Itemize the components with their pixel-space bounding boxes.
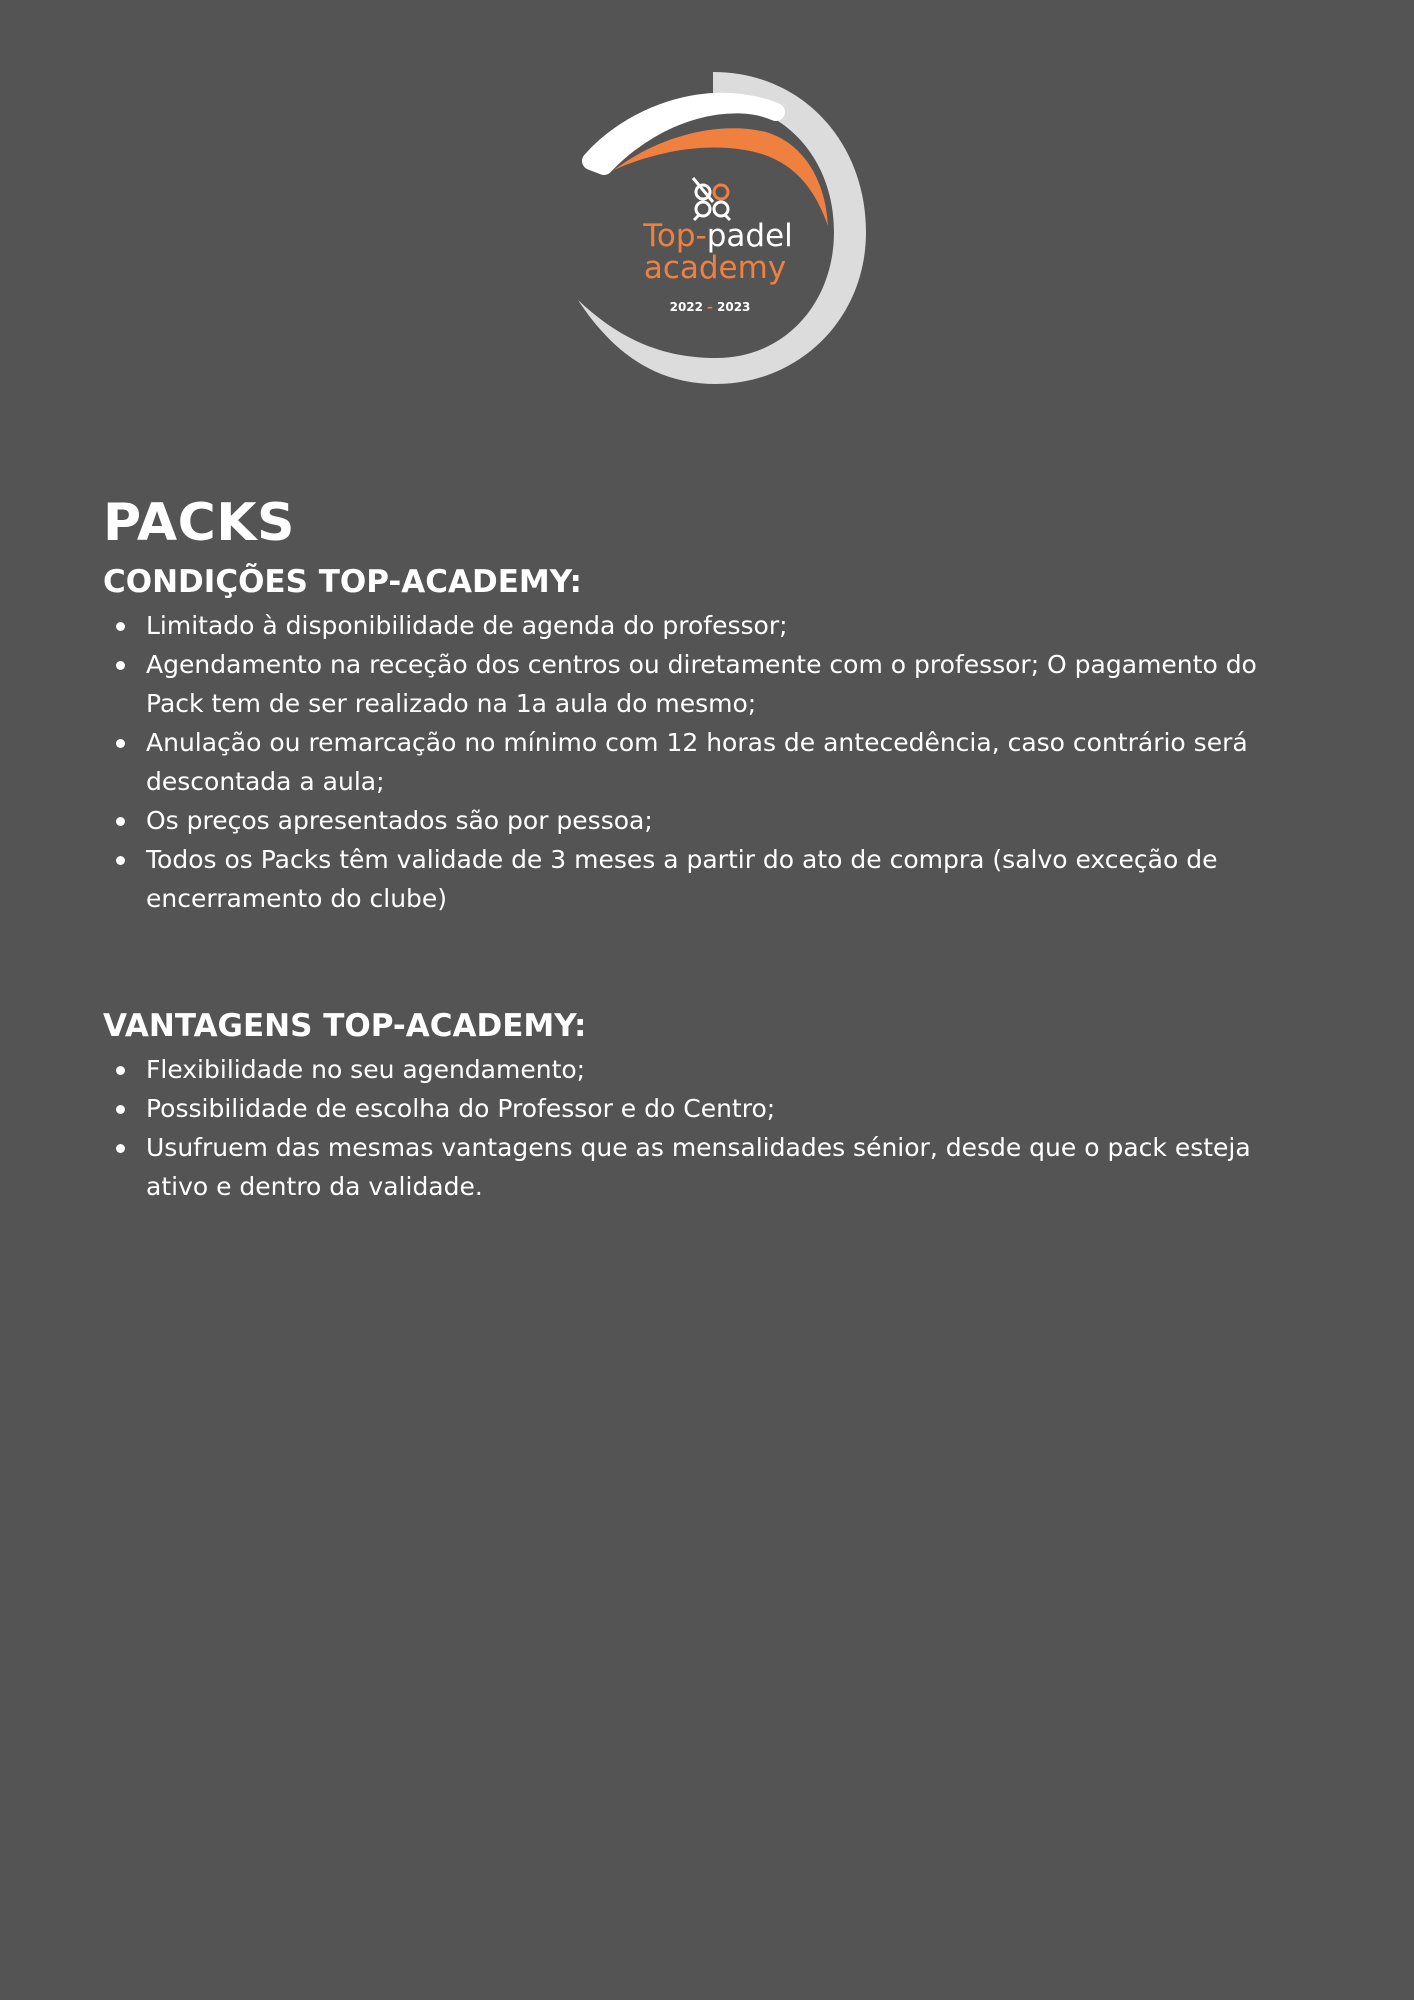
list-item: Possibilidade de escolha do Professor e do Centro; xyxy=(146,1089,1313,1128)
section-spacer xyxy=(103,918,1313,1004)
logo-years: 2022 – 2023 xyxy=(669,300,751,314)
logo-text-academy: academy xyxy=(643,250,787,286)
advantages-heading: VANTAGENS TOP-ACADEMY: xyxy=(103,1008,587,1044)
main-content xyxy=(103,488,1313,1206)
conditions-heading: CONDIÇÕES TOP-ACADEMY: xyxy=(103,564,582,600)
logo-swoosh-orange xyxy=(614,128,828,226)
conditions-list xyxy=(103,606,1313,918)
logo-text-top: Top-padel xyxy=(643,218,793,254)
list-item: Limitado à disponibilidade de agenda do professor; xyxy=(146,606,1313,645)
list-item: Agendamento na receção dos centros ou diretamente com o professor; O pagamento do Pack tem de ser realizado na 1a aula do mesmo; xyxy=(146,645,1313,723)
advantages-list xyxy=(103,1050,1313,1206)
top-padel-academy-logo xyxy=(566,66,876,398)
list-item: Todos os Packs têm validade de 3 meses a partir do ato de compra (salvo exceção de encerramento do clube) xyxy=(146,840,1313,918)
list-item: Os preços apresentados são por pessoa; xyxy=(146,801,1313,840)
list-item: Anulação ou remarcação no mínimo com 12 horas de antecedência, caso contrário será descontada a aula; xyxy=(146,723,1313,801)
list-item: Usufruem das mesmas vantagens que as mensalidades sénior, desde que o pack esteja ativo e dentro da validade. xyxy=(146,1128,1313,1206)
logo-emblem-icon xyxy=(693,178,730,220)
list-item: Flexibilidade no seu agendamento; xyxy=(146,1050,1313,1089)
page-title: PACKS xyxy=(103,493,295,553)
